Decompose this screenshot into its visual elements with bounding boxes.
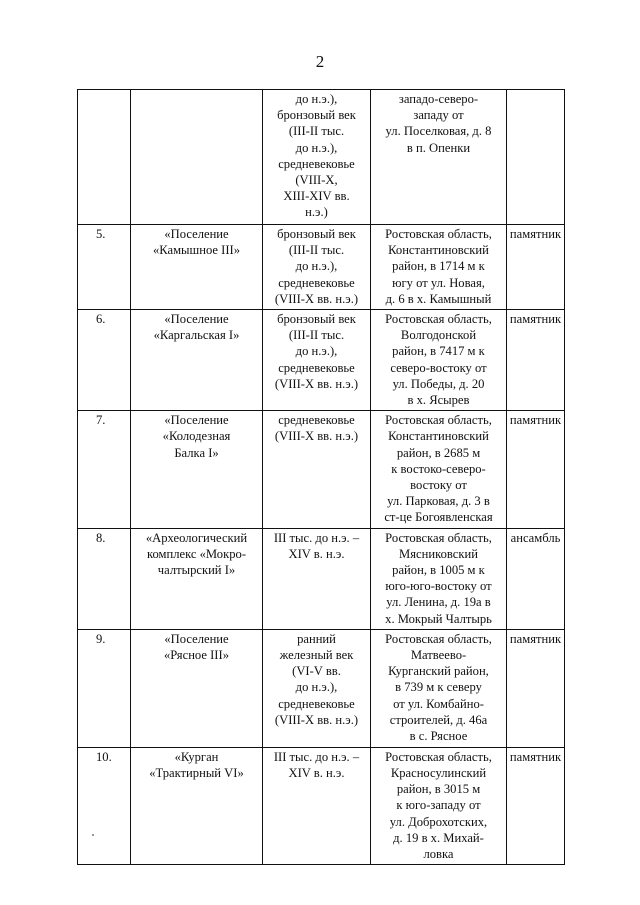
location-line: ст-це Богоявленская bbox=[384, 510, 493, 525]
category-cell: памятник bbox=[507, 310, 565, 411]
dating-cell bbox=[263, 411, 371, 528]
dating-line: до н.э.), bbox=[295, 259, 338, 274]
location-line: Волгодонской bbox=[400, 328, 477, 343]
table-row bbox=[78, 310, 565, 411]
location-line: западу от bbox=[413, 108, 464, 123]
location-line: ловка bbox=[423, 847, 454, 862]
object-name-cell bbox=[131, 310, 263, 411]
location-line: Ростовская область, bbox=[385, 749, 492, 764]
object-name-line: Балка I» bbox=[174, 445, 219, 460]
row-number-cell: 5. bbox=[78, 225, 131, 310]
dating-line: (VIII-X, bbox=[295, 173, 338, 188]
location-line: Ростовская область, bbox=[385, 413, 492, 428]
location-line: в 739 м к северу bbox=[395, 680, 482, 695]
dating-line: (VI-V вв. bbox=[292, 664, 341, 679]
registry-body bbox=[78, 90, 565, 865]
object-name-cell bbox=[131, 90, 263, 225]
dating-line: бронзовый век bbox=[277, 312, 356, 327]
location-line: район, в 2685 м bbox=[396, 445, 481, 460]
location-line: ул. Поселковая, д. 8 bbox=[385, 124, 492, 139]
location-cell bbox=[371, 747, 507, 864]
object-name-line: «Поселение bbox=[164, 227, 229, 241]
dating-line: (III-II тыс. bbox=[288, 124, 345, 139]
location-line: Ростовская область, bbox=[385, 530, 492, 545]
dating-line: до н.э.), bbox=[295, 344, 338, 359]
location-line: Курганский район, bbox=[388, 664, 489, 679]
location-line: ул. Парковая, д. 3 в bbox=[387, 494, 490, 509]
dating-line: бронзовый век bbox=[277, 227, 356, 241]
location-cell bbox=[371, 411, 507, 528]
location-line: д. 19 в х. Михай- bbox=[393, 830, 484, 845]
dating-cell bbox=[263, 629, 371, 747]
dating-line: (VIII-X вв. н.э.) bbox=[274, 712, 359, 727]
dating-line: (III-II тыс. bbox=[288, 328, 345, 343]
dating-cell bbox=[263, 528, 371, 629]
row-number-cell: 10. bbox=[78, 747, 131, 864]
object-name-line: «Курган bbox=[174, 749, 219, 764]
dating-line: средневековье bbox=[278, 275, 355, 290]
object-name-cell bbox=[131, 528, 263, 629]
object-name-line: чалтырский I» bbox=[157, 563, 236, 578]
dating-line: III тыс. до н.э. – bbox=[273, 749, 360, 764]
category-cell bbox=[507, 90, 565, 225]
object-name-cell bbox=[131, 629, 263, 747]
location-line: район, в 1005 м к bbox=[392, 563, 485, 578]
location-cell bbox=[371, 528, 507, 629]
dating-cell bbox=[263, 310, 371, 411]
dating-line: (VIII-X вв. н.э.) bbox=[274, 376, 359, 391]
table-row bbox=[78, 411, 565, 528]
location-line: Красносулинский bbox=[390, 766, 487, 781]
dating-line: (VIII-X вв. н.э.) bbox=[274, 291, 359, 306]
dating-line: ранний bbox=[297, 631, 336, 646]
object-name-line: «Каргальская I» bbox=[153, 328, 240, 343]
object-name-line: комплекс «Мокро- bbox=[146, 546, 247, 561]
table-row bbox=[78, 629, 565, 747]
category-cell: памятник bbox=[507, 747, 565, 864]
scan-speck bbox=[92, 834, 94, 836]
location-line: ул. Ленина, д. 19а в bbox=[386, 595, 491, 610]
object-name-cell bbox=[131, 411, 263, 528]
object-name-line: «Археологический bbox=[145, 530, 248, 545]
dating-line: XIV в. н.э. bbox=[288, 546, 345, 561]
location-line: к востоко-северо- bbox=[391, 461, 486, 476]
category-cell: памятник bbox=[507, 225, 565, 310]
object-name-line: «Поселение bbox=[164, 312, 229, 327]
category-cell: ансамбль bbox=[507, 528, 565, 629]
location-line: западо-северо- bbox=[398, 92, 479, 106]
dating-line: н.э.) bbox=[305, 205, 328, 220]
dating-cell bbox=[263, 747, 371, 864]
dating-line: XIII-XIV вв. bbox=[283, 189, 350, 204]
category-cell: памятник bbox=[507, 411, 565, 528]
dating-line: III тыс. до н.э. – bbox=[273, 530, 360, 545]
row-number-cell: 8. bbox=[78, 528, 131, 629]
row-number-cell: 6. bbox=[78, 310, 131, 411]
dating-line: (VIII-X вв. н.э.) bbox=[274, 429, 359, 444]
location-line: в с. Рясное bbox=[409, 729, 468, 744]
category-cell: памятник bbox=[507, 629, 565, 747]
table-row bbox=[78, 747, 565, 864]
location-line: Ростовская область, bbox=[385, 631, 492, 646]
location-line: ул. Победы, д. 20 bbox=[392, 376, 485, 391]
location-line: в х. Ясырев bbox=[407, 393, 470, 408]
location-line: д. 6 в х. Камышный bbox=[385, 291, 492, 306]
location-line: востоку от bbox=[410, 478, 467, 493]
heritage-registry-table bbox=[77, 89, 565, 865]
dating-cell bbox=[263, 225, 371, 310]
dating-line: (III-II тыс. bbox=[288, 243, 345, 258]
object-name-line: «Поселение bbox=[164, 631, 229, 646]
location-cell bbox=[371, 90, 507, 225]
table-row bbox=[78, 90, 565, 225]
dating-line: средневековье bbox=[278, 696, 355, 711]
location-line: от ул. Комбайно- bbox=[393, 696, 484, 711]
dating-cell bbox=[263, 90, 371, 225]
dating-line: до н.э.), bbox=[295, 140, 338, 155]
row-number-cell: 7. bbox=[78, 411, 131, 528]
location-line: югу от ул. Новая, bbox=[392, 275, 485, 290]
object-name-cell bbox=[131, 225, 263, 310]
dating-line: средневековье bbox=[278, 360, 355, 375]
dating-line: до н.э.), bbox=[295, 680, 338, 695]
location-line: Матвеево- bbox=[410, 648, 467, 663]
location-line: Константиновский bbox=[388, 429, 489, 444]
location-cell bbox=[371, 629, 507, 747]
table-row bbox=[78, 225, 565, 310]
location-cell bbox=[371, 310, 507, 411]
row-number-cell: 9. bbox=[78, 629, 131, 747]
row-number-cell bbox=[78, 90, 131, 225]
dating-line: до н.э.), bbox=[295, 92, 338, 106]
dating-line: бронзовый век bbox=[277, 108, 356, 123]
object-name-cell bbox=[131, 747, 263, 864]
object-name-line: «Трактирный VI» bbox=[149, 766, 244, 781]
object-name-line: «Колодезная bbox=[162, 429, 231, 444]
dating-line: железный век bbox=[279, 648, 354, 663]
location-line: к юго-западу от bbox=[396, 798, 481, 813]
object-name-line: «Поселение bbox=[164, 413, 229, 428]
dating-line: средневековье bbox=[278, 156, 355, 171]
location-line: ул. Доброхотских, bbox=[389, 814, 488, 829]
location-line: Константиновский bbox=[388, 243, 489, 258]
location-line: Мясниковский bbox=[399, 546, 478, 561]
dating-line: XIV в. н.э. bbox=[288, 766, 345, 781]
location-line: в п. Опенки bbox=[406, 140, 471, 155]
location-line: Ростовская область, bbox=[385, 312, 492, 327]
location-line: район, в 1714 м к bbox=[392, 259, 485, 274]
location-line: район, в 3015 м bbox=[396, 782, 481, 797]
location-line: х. Мокрый Чалтырь bbox=[385, 611, 492, 626]
location-line: северо-востоку от bbox=[390, 360, 487, 375]
location-line: строителей, д. 46а bbox=[389, 712, 488, 727]
location-line: юго-юго-востоку от bbox=[385, 579, 492, 594]
object-name-line: «Камышное III» bbox=[152, 243, 241, 258]
location-cell bbox=[371, 225, 507, 310]
location-line: Ростовская область, bbox=[385, 227, 492, 241]
table-row bbox=[78, 528, 565, 629]
location-line: район, в 7417 м к bbox=[392, 344, 485, 359]
dating-line: средневековье bbox=[278, 413, 355, 428]
object-name-line: «Рясное III» bbox=[163, 648, 229, 663]
page-number: 2 bbox=[315, 52, 325, 71]
